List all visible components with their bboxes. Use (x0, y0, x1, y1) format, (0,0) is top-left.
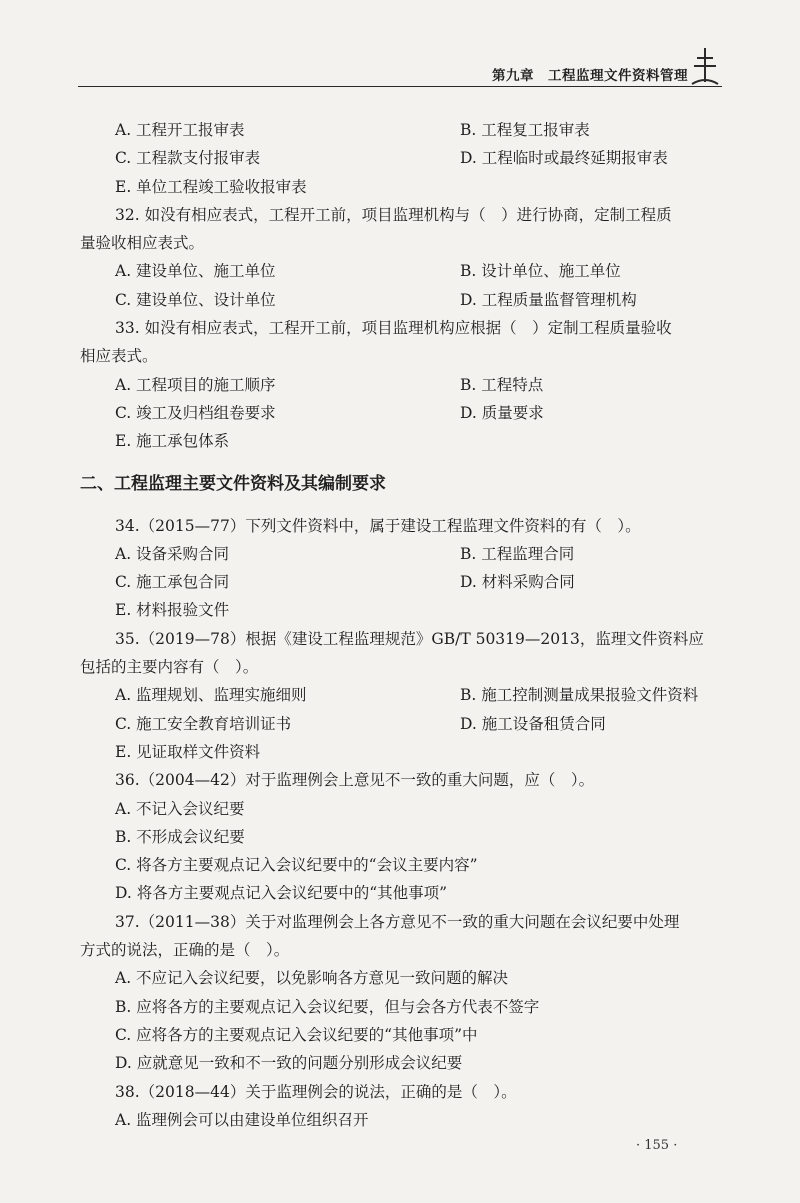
page-content (80, 116, 720, 1134)
option-row (80, 681, 720, 709)
question-block-top (80, 116, 720, 456)
question-stem: 33. 如没有相应表式，工程开工前，项目监理机构应根据（ ）定制工程质量验收 (115, 319, 672, 338)
question-stem: 37.（2011—38）关于对监理例会上各方意见不一致的重大问题在会议纪要中处理 (115, 912, 680, 931)
option-item: D. 工程临时或最终延期报审表 (460, 149, 668, 168)
option-row (80, 371, 720, 399)
header-rule (78, 86, 722, 87)
option-item: E. 施工承包体系 (115, 432, 230, 451)
option-item: C. 施工安全教育培训证书 (115, 714, 292, 733)
page-number: · 155 · (636, 1138, 678, 1153)
option-item: D. 工程质量监督管理机构 (460, 290, 637, 309)
option-item: C. 施工承包合同 (115, 573, 230, 592)
option-item: B. 设计单位、施工单位 (460, 262, 621, 281)
option-row (80, 286, 720, 314)
question-stem: 32. 如没有相应表式，工程开工前，项目监理机构与（ ）进行协商，定制工程质 (115, 205, 672, 224)
option-item: D. 应就意见一致和不一致的问题分别形成会议纪要 (115, 1054, 463, 1073)
option-row (80, 144, 720, 172)
question-stem: 34.（2015—77）下列文件资料中，属于建设工程监理文件资料的有（ ）。 (115, 516, 641, 535)
option-item: B. 应将各方的主要观点记入会议纪要，但与会各方代表不签字 (115, 997, 540, 1016)
option-item: A. 设备采购合同 (115, 544, 230, 563)
option-row (80, 399, 720, 427)
option-item: A. 监理规划、监理实施细则 (115, 686, 307, 705)
option-item: B. 不形成会议纪要 (115, 827, 245, 846)
option-item: E. 见证取样文件资料 (115, 742, 261, 761)
option-item: D. 施工设备租赁合同 (460, 714, 606, 733)
option-row (80, 540, 720, 568)
option-item: A. 建设单位、施工单位 (115, 262, 276, 281)
question-stem: 35.（2019—78）根据《建设工程监理规范》GB/T 50319—2013，监理文件资料应 (115, 629, 704, 648)
option-item: C. 工程款支付报审表 (115, 149, 261, 168)
option-item: A. 不记入会议纪要 (115, 799, 245, 818)
option-item: C. 将各方主要观点记入会议纪要中的“会议主要内容” (115, 856, 478, 875)
question-stem-continued: 量验收相应表式。 (80, 234, 205, 253)
question-stem-continued: 方式的说法，正确的是（ ）。 (80, 941, 290, 960)
option-row (80, 568, 720, 596)
chapter-title: 第九章 工程监理文件资料管理 (492, 68, 688, 84)
option-item: A. 监理例会可以由建设单位组织召开 (115, 1110, 369, 1129)
running-header (78, 56, 722, 86)
question-block-bottom (80, 512, 720, 1135)
option-item: D. 质量要求 (460, 403, 544, 422)
question-stem-continued: 相应表式。 (80, 347, 158, 366)
option-item: A. 不应记入会议纪要，以免影响各方意见一致问题的解决 (115, 969, 509, 988)
option-row (80, 257, 720, 285)
option-item: C. 应将各方的主要观点记入会议纪要的“其他事项”中 (115, 1025, 478, 1044)
option-item: E. 单位工程竣工验收报审表 (115, 177, 307, 196)
option-item: E. 材料报验文件 (115, 601, 230, 620)
option-item: C. 建设单位、设计单位 (115, 290, 276, 309)
option-row (80, 710, 720, 738)
option-item: A. 工程开工报审表 (115, 121, 245, 139)
chapter-emblem-icon (688, 46, 722, 86)
option-item: C. 竣工及归档组卷要求 (115, 403, 276, 422)
option-item: D. 材料采购合同 (460, 573, 575, 592)
question-stem: 38.（2018—44）关于监理例会的说法，正确的是（ ）。 (115, 1082, 517, 1101)
option-item: B. 工程特点 (460, 375, 544, 394)
question-stem-continued: 包括的主要内容有（ ）。 (80, 658, 259, 677)
question-stem: 36.（2004—42）对于监理例会上意见不一致的重大问题，应（ ）。 (115, 771, 595, 790)
option-item: D. 将各方主要观点记入会议纪要中的“其他事项” (115, 884, 448, 903)
option-item: B. 施工控制测量成果报验文件资料 (460, 686, 699, 705)
option-item: B. 工程复工报审表 (460, 121, 590, 139)
option-item: A. 工程项目的施工顺序 (115, 375, 276, 394)
option-item: B. 工程监理合同 (460, 544, 575, 563)
section-heading: 二、工程监理主要文件资料及其编制要求 (80, 473, 386, 494)
option-row (80, 116, 720, 144)
